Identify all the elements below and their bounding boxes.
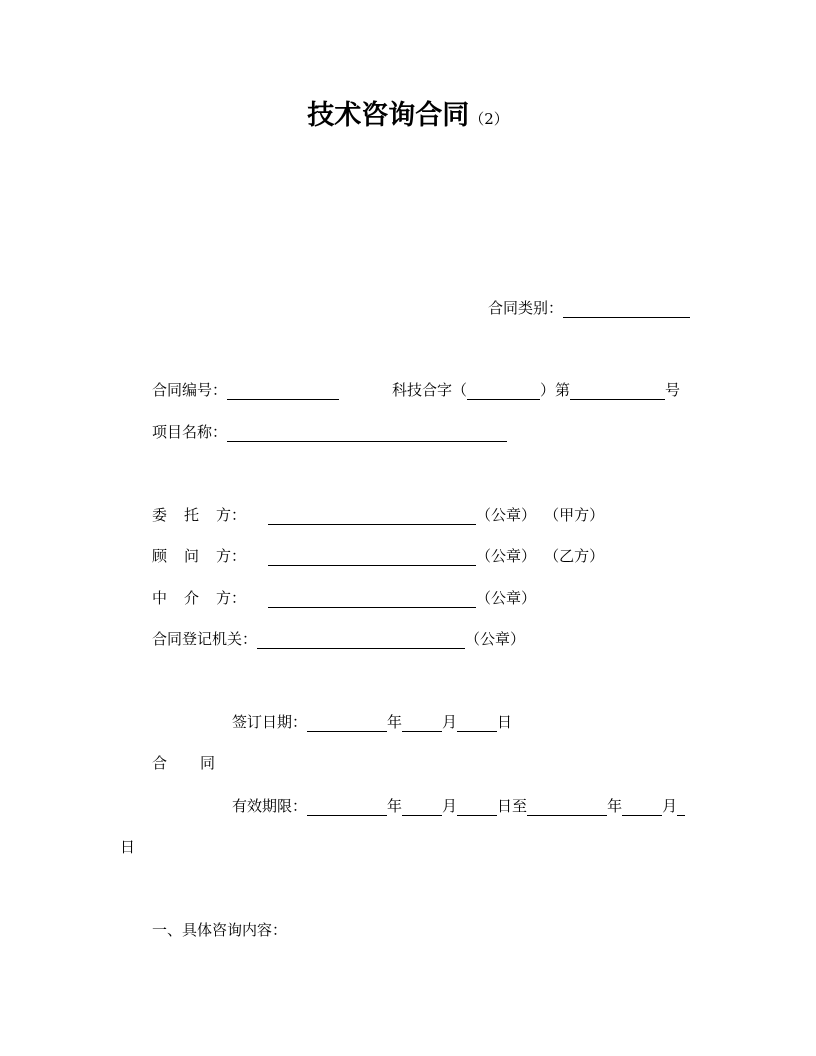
validity-start-month-blank[interactable]	[402, 798, 442, 816]
consultant-blank[interactable]	[268, 548, 476, 566]
registry-blank[interactable]	[257, 631, 465, 649]
signing-year-blank[interactable]	[307, 714, 387, 732]
consultant-label-2: 问	[184, 547, 200, 565]
contract-word-left: 合	[152, 754, 168, 772]
contract-word-right: 同	[200, 754, 216, 772]
validity-label: 有效期限：	[232, 797, 308, 815]
registry-row	[152, 629, 525, 649]
validity-year-label: 年	[387, 797, 403, 815]
validity-start-day-blank[interactable]	[457, 798, 497, 816]
signing-month-blank[interactable]	[402, 714, 442, 732]
validity-day-wrap: 日	[120, 838, 136, 856]
validity-end-day-blank[interactable]	[677, 798, 685, 816]
contract-code-number-blank[interactable]	[570, 382, 665, 400]
project-name-row	[152, 422, 507, 442]
client-label-2: 托	[184, 506, 200, 524]
contract-code-middle: ）第	[540, 381, 571, 399]
signing-day-label: 日	[497, 713, 513, 731]
validity-row	[232, 796, 685, 816]
title-main: 技术咨询合同	[307, 100, 470, 131]
contract-code-prefix: 科技合字（	[392, 381, 468, 399]
signing-date-label: 签订日期：	[232, 713, 308, 731]
title-sub: （2）	[469, 110, 509, 128]
validity-end-year-blank[interactable]	[527, 798, 607, 816]
contract-number-label: 合同编号：	[152, 381, 228, 399]
contract-number-blank[interactable]	[227, 382, 339, 400]
intermediary-row	[152, 588, 536, 608]
contract-code-suffix: 号	[665, 381, 681, 399]
registry-seal: （公章）	[465, 630, 526, 648]
validity-year2-label: 年	[607, 797, 623, 815]
client-row	[152, 505, 604, 525]
project-name-blank[interactable]	[227, 424, 507, 442]
validity-day-to-label: 日至	[497, 797, 528, 815]
signing-month-label: 月	[442, 713, 458, 731]
signing-date-row	[232, 712, 512, 732]
client-role: （甲方）	[544, 506, 605, 524]
section-heading-1-text: 一、具体咨询内容：	[152, 921, 288, 939]
registry-label: 合同登记机关：	[152, 630, 258, 648]
signing-year-label: 年	[387, 713, 403, 731]
validity-month-label: 月	[442, 797, 458, 815]
contract-number-row	[152, 380, 339, 400]
contract-type-label: 合同类别：	[488, 299, 564, 317]
validity-month2-label: 月	[662, 797, 678, 815]
consultant-role: （乙方）	[544, 547, 605, 565]
contract-word-row	[152, 753, 215, 773]
contract-type-blank[interactable]	[563, 300, 690, 318]
client-blank[interactable]	[268, 507, 476, 525]
intermediary-label-2: 介	[184, 589, 200, 607]
contract-code-row	[392, 380, 680, 400]
consultant-seal: （公章）	[476, 547, 537, 565]
client-seal: （公章）	[476, 506, 537, 524]
consultant-label-3: 方：	[216, 547, 247, 565]
contract-code-year-blank[interactable]	[467, 382, 540, 400]
intermediary-label-1: 中	[152, 589, 168, 607]
client-label-3: 方：	[216, 506, 247, 524]
intermediary-label-3: 方：	[216, 589, 247, 607]
signing-day-blank[interactable]	[457, 714, 497, 732]
validity-start-year-blank[interactable]	[307, 798, 387, 816]
document-title	[0, 98, 816, 137]
validity-wrap-row	[120, 837, 135, 857]
project-name-label: 项目名称：	[152, 423, 228, 441]
section-heading-1	[152, 920, 287, 940]
consultant-label-1: 顾	[152, 547, 168, 565]
intermediary-blank[interactable]	[268, 590, 476, 608]
client-label-1: 委	[152, 506, 168, 524]
contract-type-row	[488, 298, 690, 318]
intermediary-seal: （公章）	[476, 589, 537, 607]
validity-end-month-blank[interactable]	[622, 798, 662, 816]
consultant-row	[152, 546, 604, 566]
